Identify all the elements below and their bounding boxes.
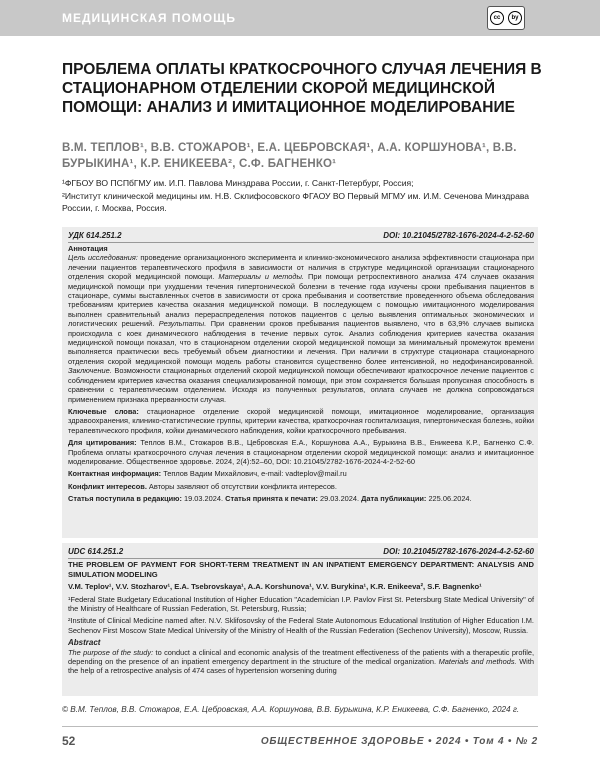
journal-name: ОБЩЕСТВЕННОЕ ЗДОРОВЬЕ • 2024 • Том 4 • № 2 <box>260 736 538 747</box>
affiliation-1: ¹ФГБОУ ВО ПСПбГМУ им. И.П. Павлова Минздрава России, г. Санкт-Петербург, Россия; <box>62 178 414 188</box>
dates: Статья поступила в редакцию: 19.03.2024. Статья принята к печати: 29.03.2024. Дата публикации: 225.06.2024. <box>68 494 472 504</box>
section-header-bar <box>0 0 600 36</box>
page-number: 52 <box>62 734 76 748</box>
abstract-body-en <box>62 559 538 676</box>
abstract-body <box>62 243 538 504</box>
udc-code: УДК 614.251.2 <box>68 231 122 240</box>
english-abstract-text: The purpose of the study: to conduct a clinical and economic analysis of the treatment effectiveness of the patients with a therapeutic profile, depending on the presence of an inpatient emergency department in the structure of the medical organization. Materials and methods. With the help of a retrospective analysis of 474 cases of hypertension worsening during <box>68 647 535 676</box>
contact-info: Контактная информация: Теплов Вадим Михайлович, e-mail: vadteplov@mail.ru <box>68 469 347 479</box>
cc-license-icon: cc by <box>487 6 525 30</box>
english-authors: V.M. Teplov¹, V.V. Stozharov¹, E.A. Tsebrovskaya¹, A.A. Korshunova¹, V.V. Burykina¹, K.R. Enikeeva², S.F. Bagnenko¹ <box>68 582 482 592</box>
russian-abstract-box <box>62 227 538 538</box>
english-abstract-label: Abstract <box>68 638 101 648</box>
english-abstract-box <box>62 543 538 696</box>
article-title: ПРОБЛЕМА ОПЛАТЫ КРАТКОСРОЧНОГО СЛУЧАЯ ЛЕЧЕНИЯ В СТАЦИОНАРНОМ ОТДЕЛЕНИИ СКОРОЙ МЕДИЦИНСКОЙ ПОМОЩИ: АНАЛИЗ И ИМИТАЦИОННОЕ МОДЕЛИРОВАНИЕ <box>62 61 542 116</box>
doi-link-en[interactable]: DOI: 10.21045/2782-1676-2024-4-2-52-60 <box>383 547 534 556</box>
citation: Для цитирования: Теплов В.М., Стожаров В.В., Цебровская Е.А., Коршунова А.А., Бурыкина В.В., Еникеева К.Р., Багненко С.Ф. Проблема оплаты краткосрочного случая лечения в стационарном отделении скорой медицинской помощи: анализ и имитационное моделирование. Общественное здоровье. 2024, 2(4):52–60, DOI: 10.21045/2782-1676-2024-4-2-52-60 <box>68 438 534 466</box>
udc-doi-row-en <box>62 543 538 556</box>
english-affiliation-1: ¹Federal State Budgetary Educational Institution of Higher Education "Academician I.P. Pavlov First St. Petersburg State Medical University" of the Ministry of Healthcare of Russian Federation, St. Petersburg, Russia; <box>68 594 534 613</box>
udc-doi-row <box>62 227 538 240</box>
abstract-label: Аннотация <box>68 244 108 253</box>
keywords: Ключевые слова: стационарное отделение скорой медицинской помощи, имитационное моделирование, организация здравоохранения, клинико-статистические группы, критерии качества, краткосрочная госпитализация, гипертоническая болезнь, койки терапевтического профиля, койки динамического наблюдения, койки краткосрочного пребывания. <box>68 406 534 435</box>
english-affiliation-2: ²Institute of Clinical Medicine named after. N.V. Sklifosovsky of the Federal State Autonomous Educational Institution of Higher Education I.M. Sechenov First Moscow State Medical University of the Ministry of Health of the Russian Federation (Sechenov University), Moscow, Russia. <box>68 616 534 635</box>
article-authors: В.М. ТЕПЛОВ¹, В.В. СТОЖАРОВ¹, Е.А. ЦЕБРОВСКАЯ¹, А.А. КОРШУНОВА¹, В.В. БУРЫКИНА¹, К.Р. ЕНИКЕЕВА², С.Ф. БАГНЕНКО¹ <box>62 142 517 170</box>
copyright-notice: © В.М. Теплов, В.В. Стожаров, Е.А. Цебровская, А.А. Коршунова, В.В. Бурыкина, К.Р. Еникеева, С.Ф. Багненко, 2024 г. <box>62 705 520 714</box>
udc-code-en: UDC 614.251.2 <box>68 547 124 556</box>
doi-link[interactable]: DOI: 10.21045/2782-1676-2024-4-2-52-60 <box>383 231 534 240</box>
conflict-of-interest: Конфликт интересов. Авторы заявляют об отсутствии конфликта интересов. <box>68 481 337 491</box>
abstract-text: Цель исследования: проведение организационного эксперимента и клинико-экономического анализа эффективности стационара при лечении пациентов терапевтического профиля в зависимости от наличия в структуре медицинской организации стационарного отделения скорой медицинской помощи. Материалы и методы. При помощи ретроспективного анализа 474 случаев оказания медицинской помощи при ухудшении течения гипертонической болезни в течение года изучены сроки пребывания пациентов в стационаре, суммы выставленных счетов в зависимости от срока пребывания и соответствие проведенного объема обследования требованиям критериев качества оказания медицинской помощи. В последующем с помощью имитационного моделирования выполнен сравнительный анализ перераспределения потоков пациентов с целью выявления оптимальных экономических и логистических решений. Результаты. При сравнении сроков пребывания пациентов выявлено, что в 63,9% случаев выписка происходила с коек динамического наблюдения в течение первых суток. Анализ соблюдения критериев качества оказания медицинской помощи показал, что в стационарном отделении скорой медицинской помощи за минимальный промежуток времени выполняется практически весь требуемый объем диагностики и лечения. При наличии в структуре стационара стационарного отделения скорой медицинской помощи модель работы становится существенно более интенсивной, но недофинансированной. Заключение. Возможности стационарных отделений скорой медицинской помощи обеспечивают краткосрочное лечение пациентов с соблюдением критериев качества оказания специализированной помощи, при этом сохраняется большая пропускная способность в сравнении с терапевтическим отделением. Исходя из полученных результатов, оплата случаев не должна сопровождаться применением признака прерванности случая. <box>68 253 535 404</box>
affiliation-2: ²Институт клинической медицины им. Н.В. Склифосовского ФГАОУ ВО Первый МГМУ им. И.М. Сеченова Минздрава России, г. Москва, Россия. <box>62 191 530 213</box>
english-title: THE PROBLEM OF PAYMENT FOR SHORT-TERM TREATMENT IN AN INPATIENT EMERGENCY DEPARTMENT: ANALYSIS AND SIMULATION MODELING <box>68 560 534 579</box>
footer-divider <box>62 726 538 727</box>
section-label: МЕДИЦИНСКАЯ ПОМОЩЬ <box>62 11 236 25</box>
